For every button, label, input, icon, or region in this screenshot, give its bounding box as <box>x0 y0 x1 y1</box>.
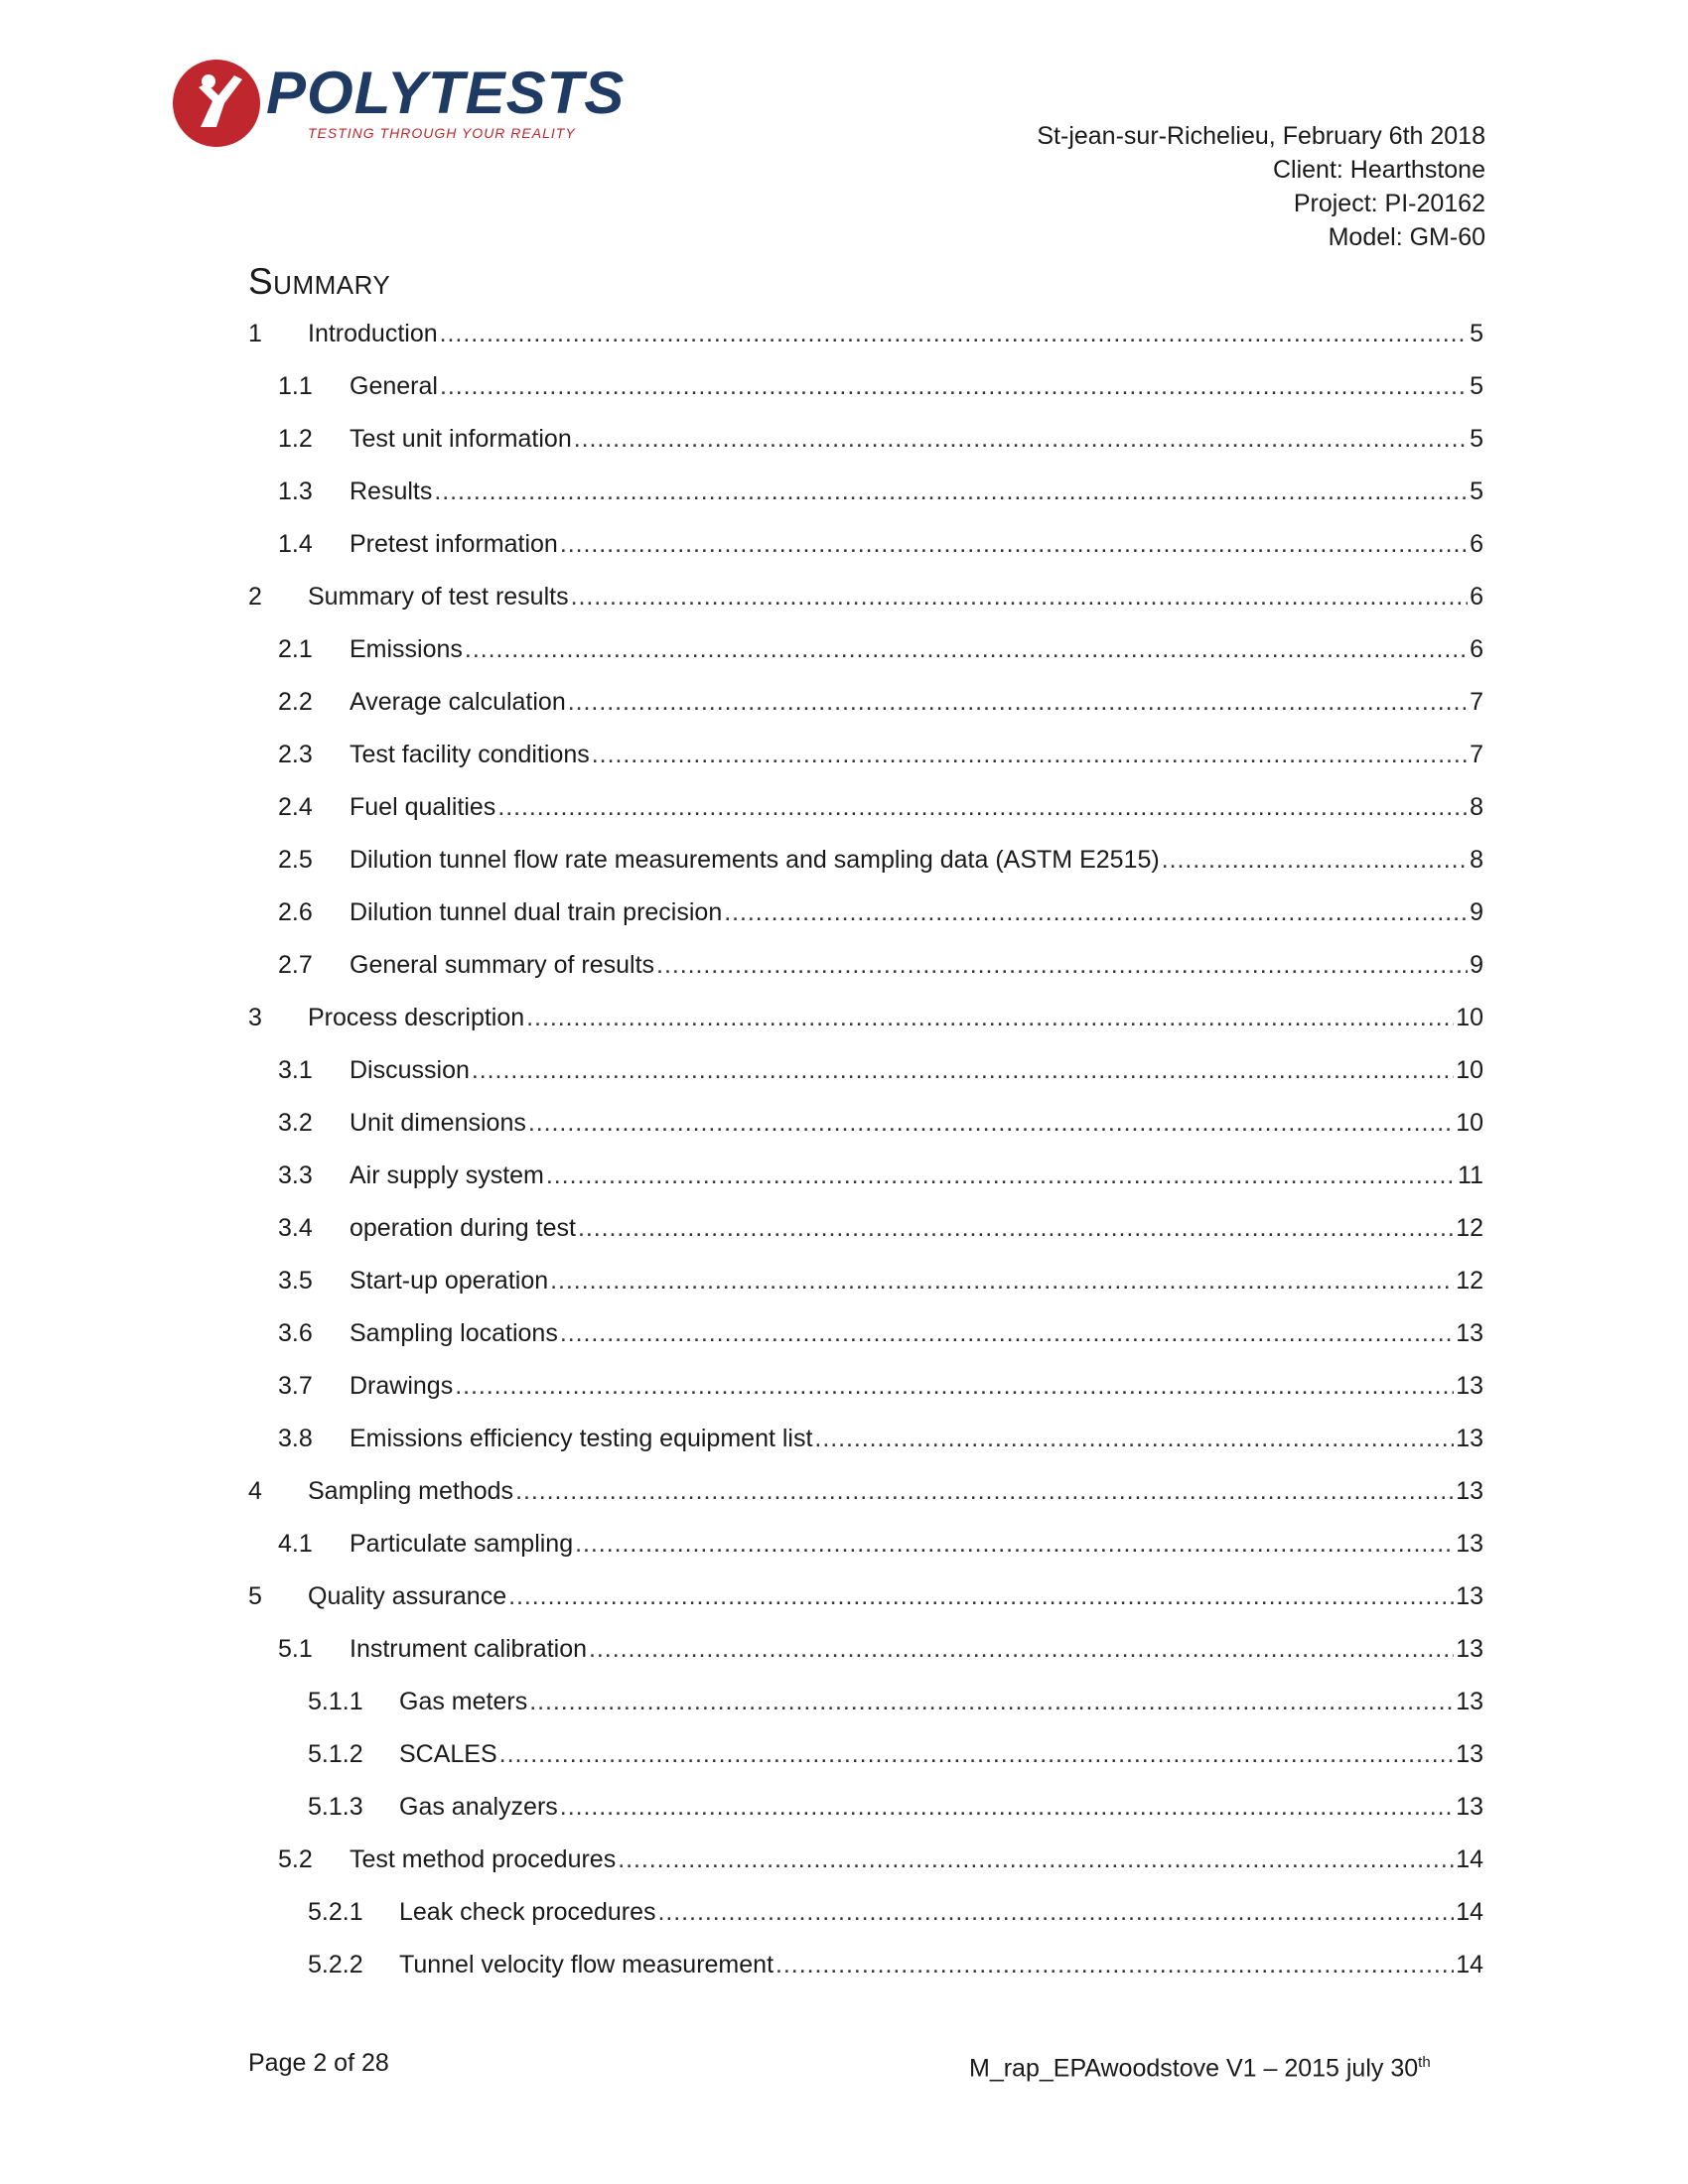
client-line: Client: Hearthstone <box>1272 156 1485 184</box>
toc-entry-number: 5.2 <box>278 1845 313 1873</box>
toc-entry[interactable] <box>248 1528 1483 1580</box>
toc-entry-page: 5 <box>1470 425 1483 453</box>
toc-entry[interactable] <box>248 949 1483 1002</box>
toc-entry[interactable] <box>248 896 1483 949</box>
toc-entry-number: 3.4 <box>278 1214 313 1242</box>
toc-entry-page: 5 <box>1470 478 1483 505</box>
toc-entry-number: 2.3 <box>278 741 313 768</box>
toc-entry-page: 11 <box>1458 1161 1483 1189</box>
toc-entry[interactable] <box>248 1212 1483 1265</box>
toc-entry-title: Dilution tunnel flow rate measurements and sampling data (ASTM E2515) <box>350 846 1160 874</box>
toc-entry-page: 12 <box>1456 1214 1483 1242</box>
toc-entry-page: 13 <box>1456 1530 1483 1558</box>
toc-entry-title: Air supply system <box>350 1161 544 1189</box>
footer-doc-reference <box>969 2047 1431 2084</box>
toc-entry-page: 10 <box>1456 1056 1483 1084</box>
toc-entry-title: Instrument calibration <box>350 1635 588 1663</box>
toc-entry-title: Leak check procedures <box>399 1898 656 1926</box>
toc-entry[interactable] <box>248 528 1483 581</box>
toc-entry[interactable] <box>248 1370 1483 1423</box>
toc-dot-leader <box>550 1265 1454 1297</box>
toc-entry-title: Unit dimensions <box>350 1109 526 1137</box>
toc-dot-leader <box>440 318 1468 349</box>
toc-entry-page: 6 <box>1470 583 1483 611</box>
toc-entry-number: 5.1.1 <box>308 1688 363 1715</box>
toc-entry[interactable] <box>248 1317 1483 1370</box>
footer-page-number: Page 2 of 28 <box>248 2049 389 2077</box>
toc-entry-page: 13 <box>1456 1688 1483 1715</box>
toc-dot-leader <box>560 528 1468 560</box>
toc-dot-leader <box>656 949 1468 981</box>
toc-entry-title: Dilution tunnel dual train precision <box>350 898 723 926</box>
toc-entry-title: Start-up operation <box>350 1267 549 1295</box>
toc-entry[interactable] <box>248 686 1483 739</box>
toc-entry-page: 13 <box>1456 1319 1483 1347</box>
toc-dot-leader <box>560 1791 1454 1823</box>
toc-entry-title: Introduction <box>308 320 438 347</box>
toc-dot-leader <box>499 1738 1455 1770</box>
logo-tagline: TESTING THROUGH YOUR REALITY <box>308 125 576 141</box>
toc-entry-number: 3.3 <box>278 1161 313 1189</box>
toc-dot-leader <box>529 1686 1454 1717</box>
polytests-person-icon <box>171 58 262 149</box>
toc-entry-page: 13 <box>1456 1425 1483 1452</box>
toc-entry[interactable] <box>248 1423 1483 1475</box>
toc-entry[interactable] <box>248 1791 1483 1843</box>
toc-entry-page: 10 <box>1456 1004 1483 1031</box>
toc-entry-number: 1.2 <box>278 425 313 453</box>
toc-entry-title: Drawings <box>350 1372 454 1400</box>
toc-entry-title: Emissions efficiency testing equipment list <box>350 1425 813 1452</box>
document-header-info <box>1037 119 1485 254</box>
summary-heading: Summary <box>248 261 391 302</box>
toc-entry-number: 2 <box>248 583 262 611</box>
toc-entry[interactable] <box>248 476 1483 528</box>
toc-dot-leader <box>589 1633 1454 1665</box>
toc-dot-leader <box>434 476 1468 507</box>
toc-entry-number: 2.7 <box>278 951 313 979</box>
toc-entry-title: Tunnel velocity flow measurement <box>399 1951 774 1979</box>
toc-entry-page: 13 <box>1456 1635 1483 1663</box>
toc-entry-number: 1 <box>248 320 262 347</box>
toc-entry[interactable] <box>248 1002 1483 1054</box>
table-of-contents <box>248 318 1483 2001</box>
toc-entry-page: 8 <box>1470 793 1483 821</box>
toc-dot-leader <box>574 423 1468 455</box>
toc-entry-number: 3 <box>248 1004 262 1031</box>
toc-entry-title: operation during test <box>350 1214 576 1242</box>
toc-entry-page: 5 <box>1470 320 1483 347</box>
toc-dot-leader <box>571 581 1469 613</box>
toc-entry-number: 2.4 <box>278 793 313 821</box>
toc-entry[interactable] <box>248 1686 1483 1738</box>
toc-entry-page: 14 <box>1456 1951 1483 1979</box>
model-line: Model: GM-60 <box>1328 223 1485 251</box>
toc-entry-page: 7 <box>1470 688 1483 716</box>
toc-entry-page: 13 <box>1456 1372 1483 1400</box>
toc-dot-leader <box>455 1370 1454 1402</box>
toc-dot-leader <box>515 1475 1454 1507</box>
toc-entry-number: 3.8 <box>278 1425 313 1452</box>
toc-dot-leader <box>657 1896 1454 1928</box>
toc-entry-number: 5.1 <box>278 1635 313 1663</box>
toc-entry-title: Pretest information <box>350 530 558 558</box>
toc-entry[interactable] <box>248 1107 1483 1160</box>
toc-entry[interactable] <box>248 581 1483 633</box>
toc-entry-number: 4.1 <box>278 1530 313 1558</box>
toc-entry[interactable] <box>248 1160 1483 1212</box>
toc-entry-title: Sampling methods <box>308 1477 514 1505</box>
toc-entry-number: 5.1.2 <box>308 1740 363 1768</box>
toc-dot-leader <box>560 1317 1454 1349</box>
toc-entry-number: 5 <box>248 1582 262 1610</box>
toc-entry[interactable] <box>248 844 1483 896</box>
toc-entry-title: Fuel qualities <box>350 793 496 821</box>
toc-dot-leader <box>775 1949 1454 1980</box>
toc-entry[interactable] <box>248 1580 1483 1633</box>
toc-entry-number: 1.4 <box>278 530 313 558</box>
toc-dot-leader <box>465 633 1468 665</box>
toc-entry-number: 1.1 <box>278 372 313 400</box>
toc-entry-title: Test unit information <box>350 425 572 453</box>
toc-entry[interactable] <box>248 1633 1483 1686</box>
toc-dot-leader <box>508 1580 1454 1612</box>
toc-entry-number: 3.7 <box>278 1372 313 1400</box>
toc-entry-page: 8 <box>1470 846 1483 874</box>
toc-dot-leader <box>592 739 1468 770</box>
project-line: Project: PI-20162 <box>1293 190 1485 217</box>
toc-entry-page: 12 <box>1456 1267 1483 1295</box>
toc-entry-title: Process description <box>308 1004 525 1031</box>
toc-entry-title: General <box>350 372 438 400</box>
toc-entry-page: 13 <box>1456 1793 1483 1821</box>
toc-entry-title: Discussion <box>350 1056 470 1084</box>
toc-entry-page: 7 <box>1470 741 1483 768</box>
toc-entry[interactable] <box>248 1265 1483 1317</box>
footer-doc-ref-sup: th <box>1418 2054 1431 2071</box>
toc-entry-page: 13 <box>1456 1477 1483 1505</box>
toc-entry-number: 5.1.3 <box>308 1793 363 1821</box>
place-date: St-jean-sur-Richelieu, February 6th 2018 <box>1037 122 1485 150</box>
toc-entry-title: Sampling locations <box>350 1319 558 1347</box>
toc-entry-page: 6 <box>1470 635 1483 663</box>
toc-entry-number: 1.3 <box>278 478 313 505</box>
toc-entry-number: 4 <box>248 1477 262 1505</box>
toc-entry-number: 3.6 <box>278 1319 313 1347</box>
toc-dot-leader <box>814 1423 1454 1454</box>
toc-entry-number: 2.1 <box>278 635 313 663</box>
toc-entry[interactable] <box>248 423 1483 476</box>
toc-entry[interactable] <box>248 318 1483 370</box>
toc-entry-number: 5.2.1 <box>308 1898 363 1926</box>
toc-entry-page: 9 <box>1470 898 1483 926</box>
toc-entry-number: 2.6 <box>278 898 313 926</box>
toc-entry-title: Gas meters <box>399 1688 528 1715</box>
toc-entry-number: 5.2.2 <box>308 1951 363 1979</box>
toc-entry[interactable] <box>248 1738 1483 1791</box>
toc-entry-title: General summary of results <box>350 951 655 979</box>
toc-entry-title: Average calculation <box>350 688 566 716</box>
toc-dot-leader <box>568 686 1468 718</box>
toc-dot-leader <box>440 370 1468 402</box>
toc-entry-number: 2.5 <box>278 846 313 874</box>
toc-entry-page: 13 <box>1456 1740 1483 1768</box>
toc-entry[interactable] <box>248 1843 1483 1896</box>
toc-entry-title: Emissions <box>350 635 463 663</box>
toc-dot-leader <box>1162 844 1468 876</box>
toc-entry-title: Results <box>350 478 433 505</box>
toc-dot-leader <box>575 1528 1454 1560</box>
toc-dot-leader <box>724 896 1468 928</box>
toc-entry-title: Summary of test results <box>308 583 569 611</box>
toc-entry-number: 3.5 <box>278 1267 313 1295</box>
toc-entry[interactable] <box>248 1054 1483 1107</box>
toc-entry-page: 5 <box>1470 372 1483 400</box>
toc-entry-page: 9 <box>1470 951 1483 979</box>
toc-entry[interactable] <box>248 739 1483 791</box>
toc-entry-title: SCALES <box>399 1740 497 1768</box>
toc-entry-page: 13 <box>1456 1582 1483 1610</box>
toc-entry-page: 14 <box>1456 1898 1483 1926</box>
toc-entry-title: Particulate sampling <box>350 1530 574 1558</box>
toc-entry-number: 3.2 <box>278 1109 313 1137</box>
toc-dot-leader <box>546 1160 1456 1191</box>
toc-entry[interactable] <box>248 633 1483 686</box>
toc-dot-leader <box>497 791 1468 823</box>
toc-entry-page: 6 <box>1470 530 1483 558</box>
toc-dot-leader <box>526 1002 1454 1033</box>
toc-dot-leader <box>618 1843 1454 1875</box>
toc-entry[interactable] <box>248 1475 1483 1528</box>
toc-entry[interactable] <box>248 791 1483 844</box>
toc-dot-leader <box>472 1054 1454 1086</box>
toc-entry-title: Test method procedures <box>350 1845 617 1873</box>
toc-entry-number: 2.2 <box>278 688 313 716</box>
footer-doc-ref-text: M_rap_EPAwoodstove V1 – 2015 july 30 <box>969 2054 1419 2083</box>
toc-entry-title: Test facility conditions <box>350 741 590 768</box>
toc-entry-number: 3.1 <box>278 1056 313 1084</box>
polytests-logo <box>171 58 628 149</box>
toc-entry[interactable] <box>248 1949 1483 2001</box>
toc-entry-title: Gas analyzers <box>399 1793 558 1821</box>
toc-entry[interactable] <box>248 370 1483 423</box>
toc-entry-title: Quality assurance <box>308 1582 507 1610</box>
toc-entry-page: 14 <box>1456 1845 1483 1873</box>
toc-entry-page: 10 <box>1456 1109 1483 1137</box>
toc-dot-leader <box>578 1212 1454 1244</box>
toc-dot-leader <box>528 1107 1454 1139</box>
toc-entry[interactable] <box>248 1896 1483 1949</box>
logo-wordmark: POLYTESTS <box>266 60 626 126</box>
